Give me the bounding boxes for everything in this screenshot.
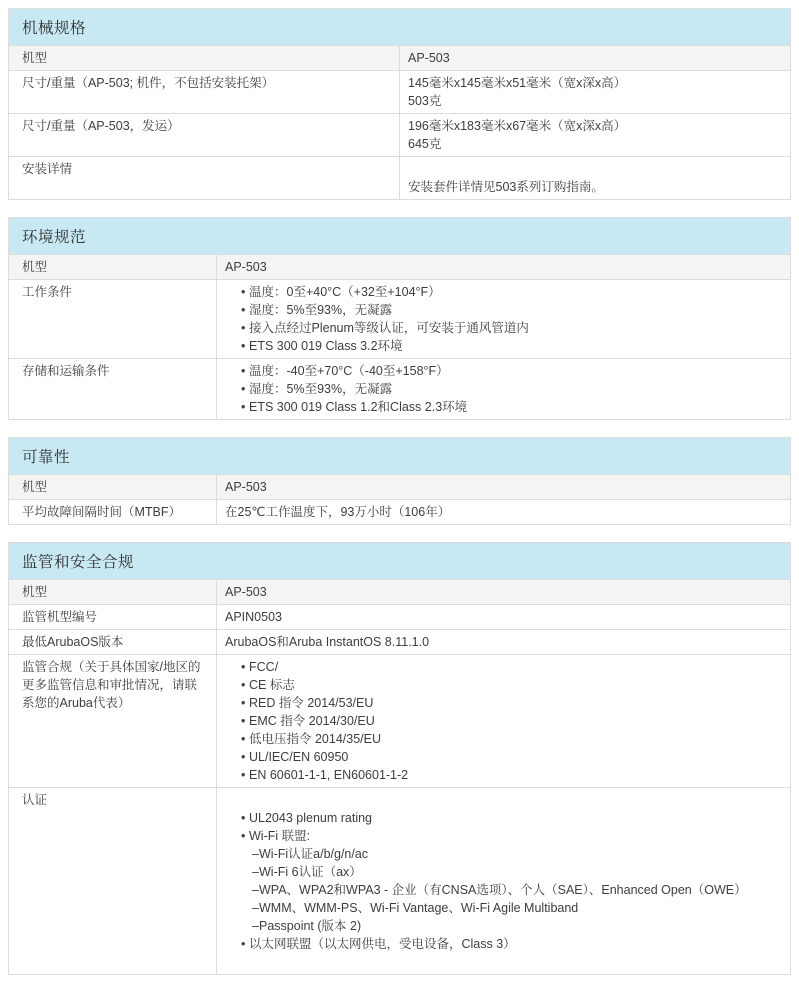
value-line: AP-503: [225, 585, 267, 599]
table-row: [9, 604, 790, 629]
bullet-item: • CE 标志: [225, 676, 780, 694]
table-row: [9, 254, 790, 279]
row-label: 认证: [22, 793, 48, 807]
bullet-item: • 温度：0至+40°C（+32至+104°F）: [225, 283, 780, 301]
row-value: [216, 788, 790, 974]
row-value: [216, 255, 790, 279]
row-value: [216, 500, 790, 524]
row-label: 机型: [22, 585, 48, 599]
spec-section-environmental: [8, 217, 791, 420]
row-label: 最低ArubaOS版本: [22, 635, 124, 649]
sub-bullet-item: – WMM、WMM-PS、Wi-Fi Vantage、Wi-Fi Agile Multiband: [225, 899, 780, 917]
row-label: 工作条件: [22, 285, 73, 299]
table-row: [9, 156, 790, 199]
sub-bullet-item: – Wi-Fi认证a/b/g/n/ac: [225, 845, 780, 863]
value-line: 145毫米x145毫米x51毫米（宽x深x高）: [408, 76, 627, 90]
bullet-item: • 温度：-40至+70°C（-40至+158°F）: [225, 362, 780, 380]
section-title: 监管和安全合规: [9, 543, 790, 579]
table-row: [9, 45, 790, 70]
row-label: 机型: [22, 260, 48, 274]
bullet-item: • 接入点经过Plenum等级认证，可安装于通风管道内: [225, 319, 780, 337]
bullet-item: • UL/IEC/EN 60950: [225, 748, 780, 766]
row-label: 尺寸/重量（AP-503; 机件，不包括安装托架）: [22, 76, 275, 90]
bullet-item: • UL2043 plenum rating: [225, 809, 780, 827]
row-value: [216, 359, 790, 419]
row-label: 存储和运输条件: [22, 364, 110, 378]
bullet-item: • Wi-Fi 联盟:: [225, 827, 780, 845]
table-row: [9, 279, 790, 358]
table-row: [9, 654, 790, 787]
section-title: 环境规范: [9, 218, 790, 254]
table-row: [9, 113, 790, 156]
spec-section-reliability: [8, 437, 791, 525]
value-line: 503克: [408, 94, 442, 108]
row-value: [216, 475, 790, 499]
section-title: 可靠性: [9, 438, 790, 474]
row-label: 监管合规（关于具体国家/地区的更多监管信息和审批情况，请联系您的Aruba代表）: [22, 660, 201, 710]
value-line: 安装套件详情见503系列订购指南。: [408, 180, 604, 194]
row-value: [216, 630, 790, 654]
row-value: [216, 655, 790, 787]
bullet-item: • EN 60601-1-1, EN60601-1-2: [225, 766, 780, 784]
table-row: [9, 629, 790, 654]
row-label: 监管机型编号: [22, 610, 98, 624]
row-value: [399, 157, 790, 199]
row-label: 尺寸/重量（AP-503，发运）: [22, 119, 180, 133]
value-line: AP-503: [408, 51, 450, 65]
row-value: [399, 46, 790, 70]
value-line: 在25℃工作温度下，93万小时（106年）: [225, 505, 451, 519]
row-value: [216, 605, 790, 629]
bullet-item: • ETS 300 019 Class 1.2和Class 2.3环境: [225, 398, 780, 416]
table-row: [9, 70, 790, 113]
value-line: 196毫米x183毫米x67毫米（宽x深x高）: [408, 119, 627, 133]
table-row: [9, 499, 790, 524]
spec-section-mechanical: [8, 8, 791, 200]
spec-tables-container: [8, 8, 791, 975]
bullet-item: • FCC/: [225, 658, 780, 676]
sub-bullet-item: – Wi-Fi 6认证（ax）: [225, 863, 780, 881]
bullet-item: • 湿度：5%至93%，无凝露: [225, 380, 780, 398]
sub-bullet-item: – WPA、WPA2和WPA3 - 企业（有CNSA选项）、个人（SAE）、Enhanced Open（OWE）: [225, 881, 780, 899]
table-row: [9, 358, 790, 419]
value-line: AP-503: [225, 480, 267, 494]
row-label: 平均故障间隔时间（MTBF）: [22, 505, 182, 519]
spec-section-regulatory: [8, 542, 791, 975]
value-line: 645克: [408, 137, 442, 151]
blank-line: [225, 791, 780, 809]
table-row: [9, 787, 790, 974]
value-line: APIN0503: [225, 610, 282, 624]
bullet-item: • 湿度：5%至93%，无凝露: [225, 301, 780, 319]
sub-bullet-item: – Passpoint (版本 2): [225, 917, 780, 935]
row-value: [399, 71, 790, 113]
bullet-item: • 以太网联盟（以太网供电，受电设备，Class 3）: [225, 935, 780, 953]
table-row: [9, 579, 790, 604]
row-label: 机型: [22, 51, 48, 65]
bullet-item: • ETS 300 019 Class 3.2环境: [225, 337, 780, 355]
bullet-item: • RED 指令 2014/53/EU: [225, 694, 780, 712]
blank-line: [225, 953, 780, 971]
row-value: [399, 114, 790, 156]
row-value: [216, 280, 790, 358]
row-label: 安装详情: [22, 162, 73, 176]
table-row: [9, 474, 790, 499]
bullet-item: • 低电压指令 2014/35/EU: [225, 730, 780, 748]
section-title: 机械规格: [9, 9, 790, 45]
row-label: 机型: [22, 480, 48, 494]
bullet-item: • EMC 指令 2014/30/EU: [225, 712, 780, 730]
value-line: AP-503: [225, 260, 267, 274]
blank-line: [408, 160, 780, 178]
value-line: ArubaOS和Aruba InstantOS 8.11.1.0: [225, 635, 430, 649]
row-value: [216, 580, 790, 604]
